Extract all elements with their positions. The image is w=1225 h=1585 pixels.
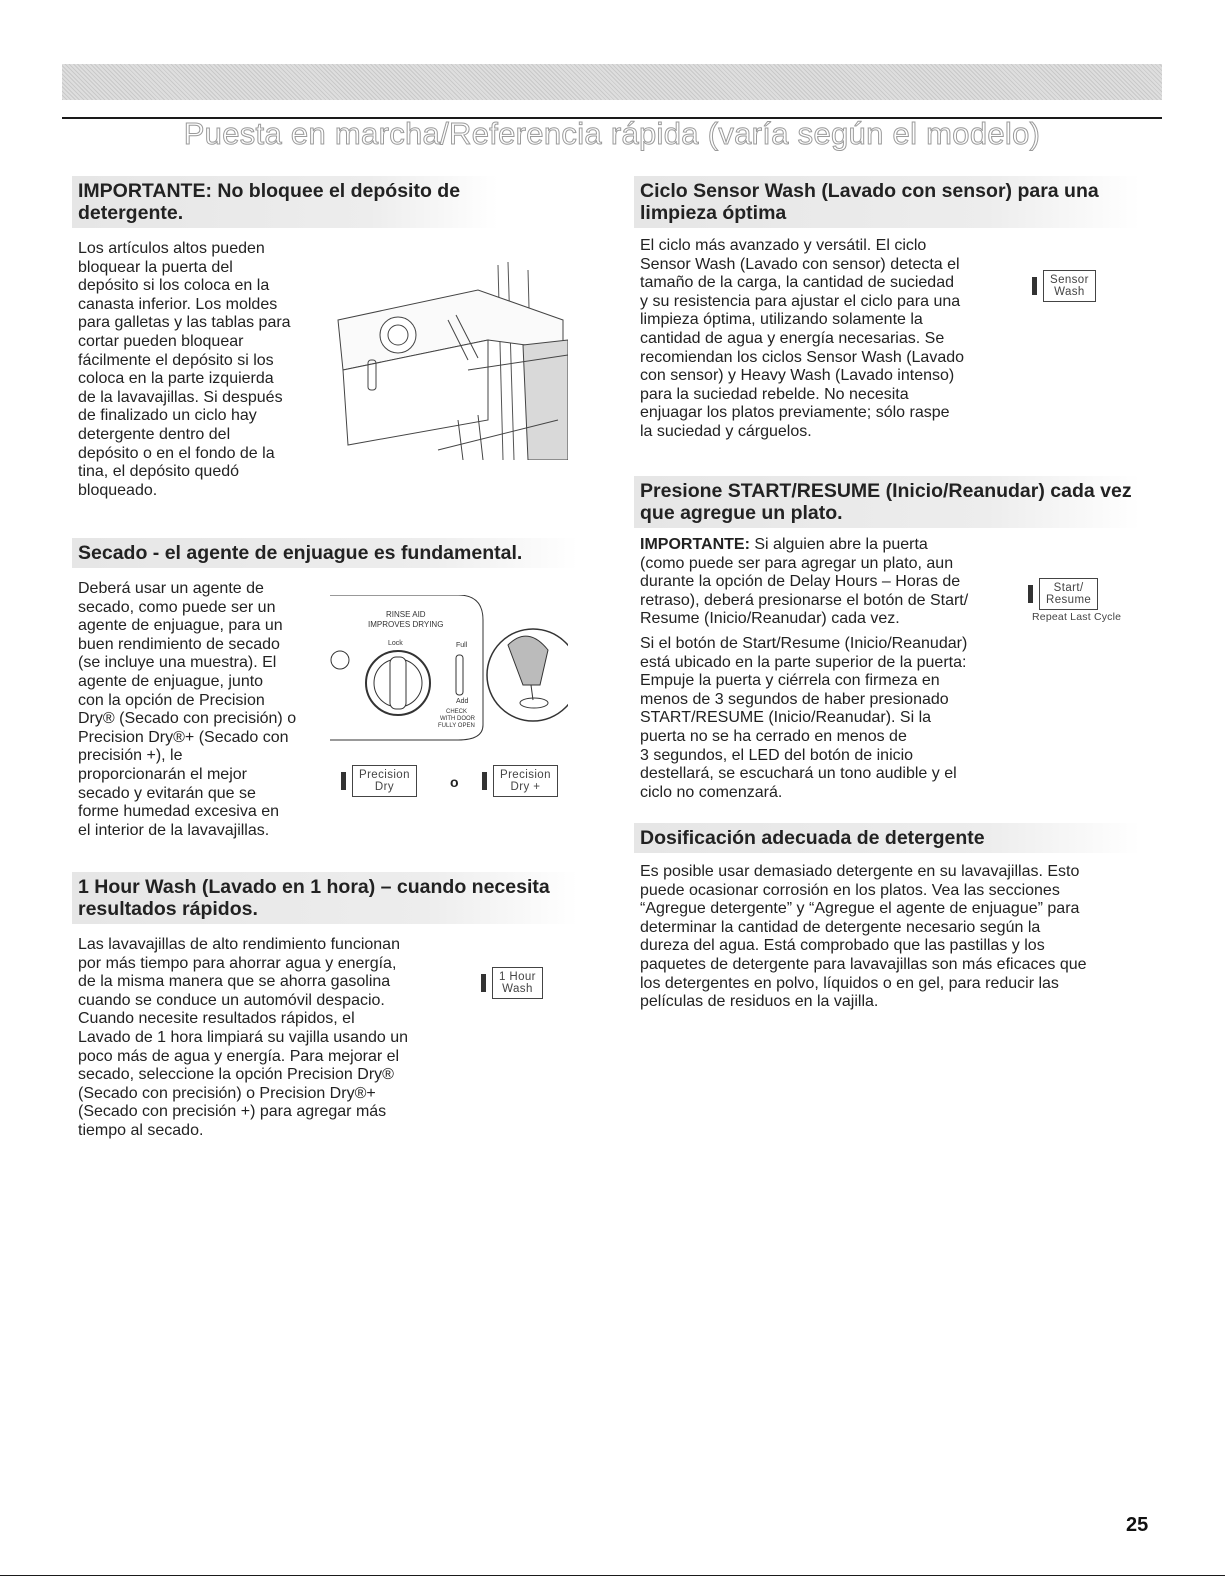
text-line: películas de residuos en la vajilla. [640,993,879,1011]
text-line: (se incluye una muestra). El [78,654,277,672]
text-line: está ubicado en la parte superior de la puerta: [640,653,967,671]
text-line: depósito o en el fondo de la [78,444,275,462]
important-text: Si alguien abre la puerta [749,536,928,553]
text-line: forme humedad excesiva en [78,803,279,821]
dispenser-illustration [328,250,568,460]
led-indicator [1028,585,1033,603]
text-line: enjuagar los platos previamente; sólo raspe [640,404,950,422]
text-line: Empuje la puerta y ciérrela con firmeza en [640,672,940,690]
start-resume-label: Start/ Resume [1039,578,1098,610]
text-line: el interior de la lavavajillas. [78,821,270,839]
text-line: Deberá usar un agente de [78,580,264,597]
section-drying [78,538,578,568]
text-line: cantidad de agua y energía necesarias. Se [640,329,945,347]
1-hour-wash-button[interactable] [481,967,543,999]
text-line: Es posible usar demasiado detergente en su lavavajillas. Esto [640,863,1080,880]
rinse-aid-label: RINSE AID [386,610,426,619]
text-line: cuando se conduce un automóvil despacio. [78,991,385,1009]
text-line: tamaño de la carga, la cantidad de suciedad [640,274,954,292]
text-line: (Secado con precisión +) para agregar más [78,1103,387,1121]
text-line: Las lavavajillas de alto rendimiento funcionan [78,936,400,953]
text-line: Resume (Inicio/Reanudar) cada vez. [640,610,900,628]
text-line: poco más de agua y energía. Para mejorar el [78,1047,400,1065]
section-heading: Presione START/RESUME (Inicio/Reanudar) cada vez que agregue un plato. [634,476,1140,528]
led-indicator [482,772,487,790]
text-line: por más tiempo para ahorrar agua y energía, [78,954,397,972]
start-resume-text [640,536,1030,808]
text-line: bloqueado. [78,481,158,499]
header-band [62,64,1162,100]
detergent-block-text [78,240,323,500]
text-line: secado, como puede ser un [78,598,276,616]
text-line: START/RESUME (Inicio/Reanudar). Si la [640,709,932,727]
text-line: determinar la cantidad de detergente necesario según la [640,918,1041,936]
text-line: 3 segundos, el LED del botón de inicio [640,746,914,764]
text-line: detergente dentro del [78,425,231,443]
text-line: ciclo no comenzará. [640,783,783,801]
text-line: bloquear la puerta del [78,258,233,276]
text-line: retraso), deberá presionarse el botón de Start/ [640,591,969,609]
full-label: Full [456,642,468,649]
section-heading: Secado - el agente de enjuague es fundamental. [72,538,578,568]
text-line: puede ocasionar corrosión en los platos. Vea las secciones [640,881,1060,899]
section-heading: 1 Hour Wash (Lavado en 1 hora) – cuando necesita resultados rápidos. [72,872,578,924]
text-line: paquetes de detergente para lavavajillas son más eficaces que [640,955,1087,973]
text-line: con sensor) y Heavy Wash (Lavado intenso) [640,367,955,385]
precision-dry-plus-label: Precision Dry + [493,765,558,797]
precision-dry-plus-button[interactable] [482,765,558,797]
text-line: para galletas y las tablas para [78,314,291,332]
text-line: secado y evitarán que se [78,784,256,802]
rinse-aid-illustration [328,595,568,745]
precision-dry-label: Precision Dry [352,765,417,797]
text-line: agente de enjuague, para un [78,617,283,635]
text-line: Si el botón de Start/Resume (Inicio/Reanudar) [640,634,968,652]
text-line: dureza del agua. Está comprobado que las pastillas y los [640,937,1045,955]
text-line: puerta no se ha cerrado en menos de [640,727,907,745]
text-line: buen rendimiento de secado [78,635,280,653]
section-start-resume [640,476,1140,528]
section-1-hour-wash [78,872,578,924]
text-line: los detergentes en polvo, líquidos o en gel, para reducir las [640,974,1059,992]
section-detergent-dosing [640,823,1140,853]
text-line: precisión +), le [78,747,183,765]
page-title: Puesta en marcha/Referencia rápida (varía según el modelo) [183,116,1041,151]
text-line: la suciedad y cárguelos. [640,422,812,440]
text-line: menos de 3 segundos de haber presionado [640,690,949,708]
text-line: Cuando necesite resultados rápidos, el [78,1010,355,1028]
text-line: Sensor Wash (Lavado con sensor) detecta el [640,255,960,273]
text-line: proporcionarán el mejor [78,765,247,783]
text-line: (Secado con precisión) o Precision Dry®+ [78,1084,376,1102]
text-line: tiempo al secado. [78,1121,204,1139]
section-sensor-wash [640,176,1140,228]
check-label-1: CHECK [446,709,468,715]
sensor-wash-text [640,237,1010,442]
text-line: recomiendan los ciclos Sensor Wash (Lavado [640,348,965,366]
text-line: con la opción de Precision [78,691,265,709]
lock-label: Lock [388,640,403,647]
section-detergent-block [78,176,498,228]
text-line: tina, el depósito quedó [78,463,240,481]
led-indicator [481,974,486,992]
start-resume-para [640,635,1030,802]
dosing-text [640,863,1140,1012]
check-label-3: FULLY OPEN [438,723,475,729]
section-heading: Ciclo Sensor Wash (Lavado con sensor) para una limpieza óptima [634,176,1140,228]
1-hour-wash-label: 1 Hour Wash [492,967,543,999]
add-label: Add [456,698,469,705]
or-text: o [450,774,459,790]
sensor-wash-button[interactable] [1032,270,1096,302]
sensor-wash-label: Sensor Wash [1043,270,1096,302]
section-heading: IMPORTANTE: No bloquee el depósito de detergente. [72,176,498,228]
text-line: Precision Dry®+ (Secado con [78,728,289,746]
text-line: Dry® (Secado con precisión) o [78,710,297,728]
text-line: de la lavavajillas. Si después [78,388,283,406]
check-label-2: WITH DOOR [440,716,475,722]
hour-wash-text [78,936,448,1141]
text-line: de finalizado un ciclo hay [78,407,257,425]
text-line: coloca en la parte izquierda [78,370,274,388]
important-lines [640,555,1030,629]
footer-rule [0,1575,1225,1576]
important-label: IMPORTANTE: [640,536,750,553]
text-line: canasta inferior. Los moldes [78,295,278,313]
text-line: secado, seleccione la opción Precision Dry® [78,1066,394,1084]
led-indicator [341,772,346,790]
precision-dry-button[interactable] [341,765,417,797]
text-line: para la suciedad rebelde. No necesita [640,385,909,403]
text-line: durante la opción de Delay Hours – Horas de [640,573,961,591]
drying-text [78,580,323,840]
text-line: cortar pueden bloquear [78,332,244,350]
start-resume-button[interactable] [1028,578,1098,610]
text-line: El ciclo más avanzado y versátil. El ciclo [640,237,927,254]
text-line: limpieza óptima, utilizando solamente la [640,311,923,329]
repeat-last-cycle-caption: Repeat Last Cycle [1032,611,1122,623]
led-indicator [1032,277,1037,295]
improves-drying-label: IMPROVES DRYING [368,620,444,629]
section-heading: Dosificación adecuada de detergente [634,823,1140,853]
text-line: destellará, se escuchará un tono audible y el [640,765,957,783]
text-line: fácilmente el depósito si los [78,351,274,369]
text-line: depósito si los coloca en la [78,277,270,295]
text-line: Lavado de 1 hora limpiará su vajilla usando un [78,1028,408,1046]
page-number: 25 [1126,1514,1149,1536]
text-line: agente de enjuague, junto [78,672,264,690]
text-line: (como puede ser para agregar un plato, aun [640,554,954,572]
text-line: y su resistencia para ajustar el ciclo para una [640,292,961,310]
text-line: “Agregue detergente” y “Agregue el agente de enjuague” para [640,900,1080,918]
text-line: de la misma manera que se ahorra gasolina [78,973,391,991]
text-line: Los artículos altos pueden [78,240,265,257]
